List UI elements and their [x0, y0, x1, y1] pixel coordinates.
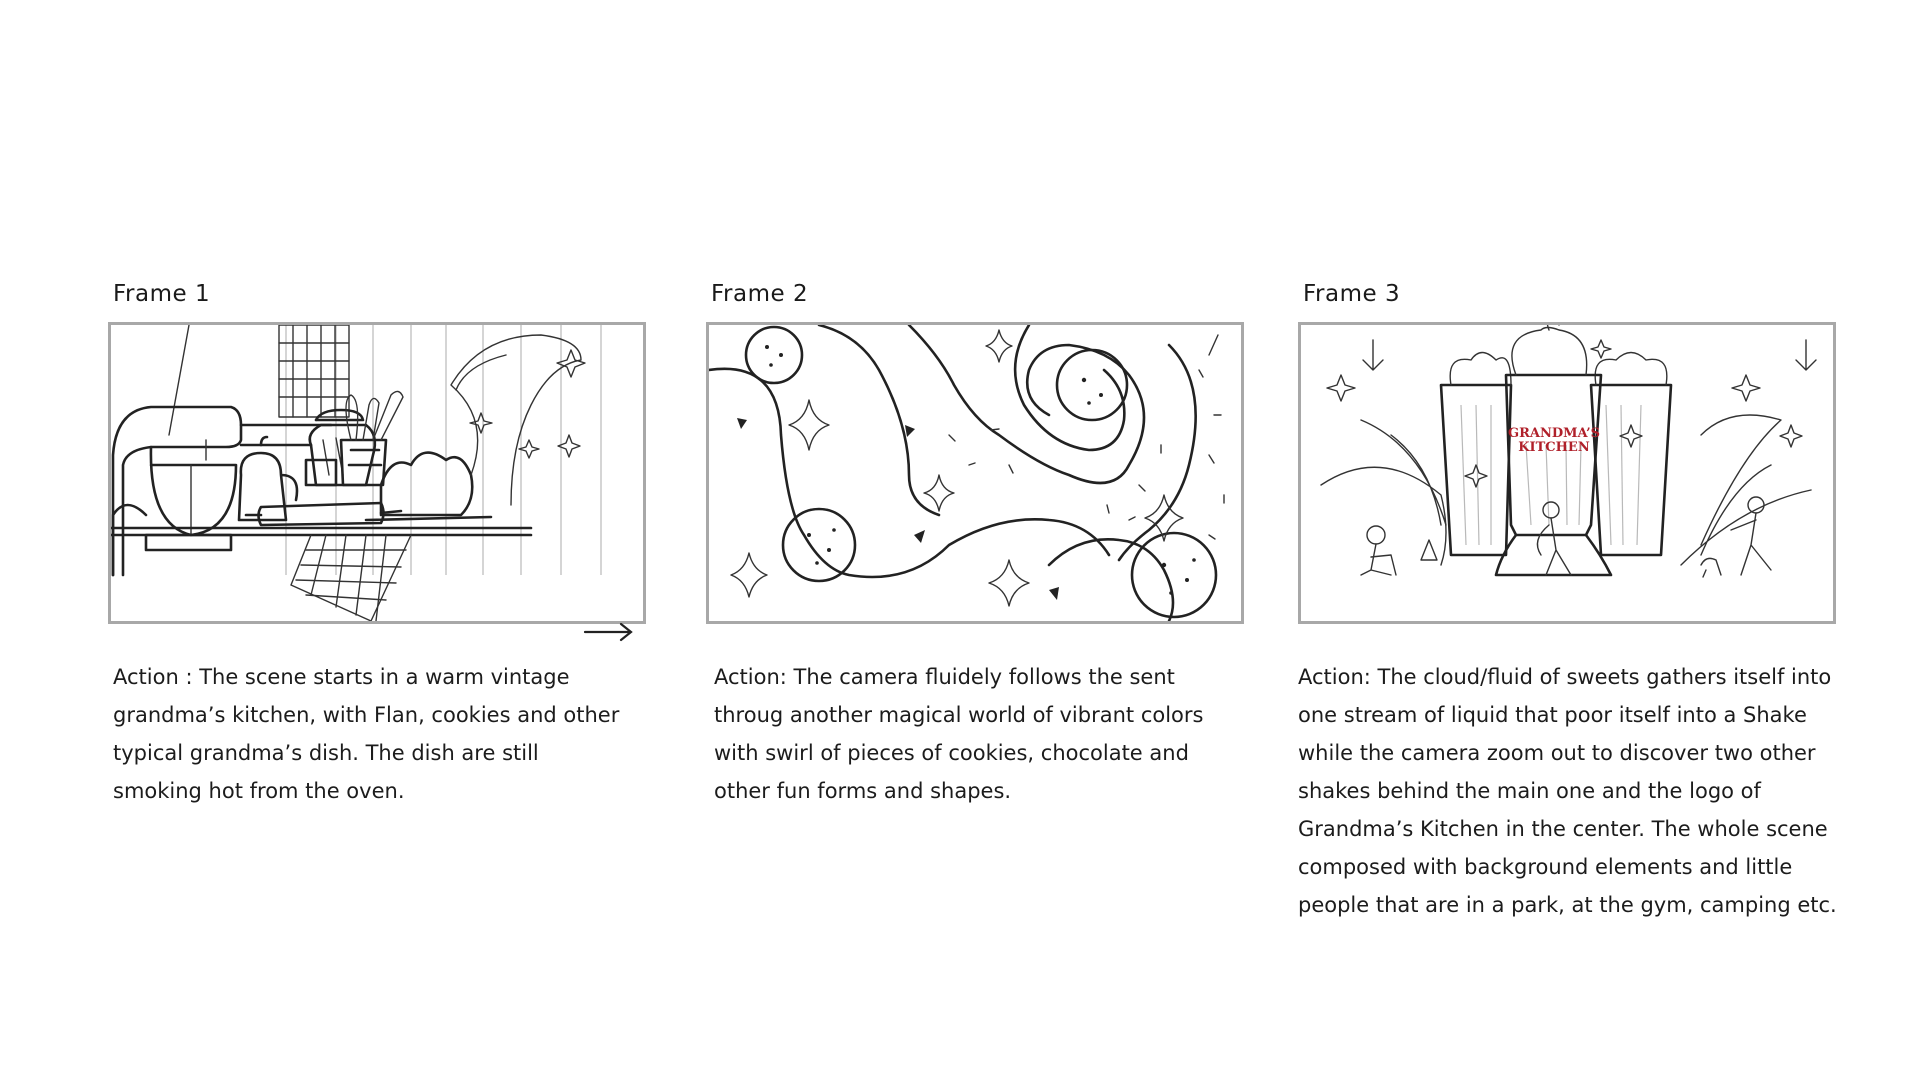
- frame-1-sketch: [108, 322, 646, 624]
- logo-line-1: GRANDMA’S: [1508, 426, 1600, 441]
- frame-2-action: Action: The camera fluidely follows the sent throug another magical world of vibrant colors with swirl of pieces of cookies, chocolate and other fun forms and shapes.: [714, 665, 1204, 803]
- frame-3-column: [1298, 280, 1838, 924]
- kitchen-sketch: [111, 325, 643, 621]
- frame-1-column: [108, 280, 648, 810]
- frame-3-label: Frame 3: [1303, 281, 1401, 307]
- frame-1-action: Action : The scene starts in a warm vintage grandma’s kitchen, with Flan, cookies and other typical grandma’s dish. The dish are still smoking hot from the oven.: [113, 665, 620, 803]
- sweets-swirl-sketch: [709, 325, 1241, 621]
- frame-3-action: Action: The cloud/fluid of sweets gathers itself into one stream of liquid that poor itself into a Shake while the camera zoom out to discover two other shakes behind the main one and the logo of Grandma’s Kitchen in the center. The whole scene composed with background elements and little people that are in a park, at the gym, camping etc.: [1298, 665, 1837, 917]
- logo-line-2: KITCHEN: [1518, 440, 1590, 455]
- frame-2-sketch: [706, 322, 1244, 624]
- frame-2-label: Frame 2: [711, 281, 809, 307]
- frame-3-sketch: [1298, 322, 1836, 624]
- frame-2-column: [706, 280, 1246, 810]
- frame-1-label: Frame 1: [113, 281, 211, 307]
- arrow-right-icon: [583, 620, 635, 644]
- shakes-sketch: [1301, 325, 1833, 621]
